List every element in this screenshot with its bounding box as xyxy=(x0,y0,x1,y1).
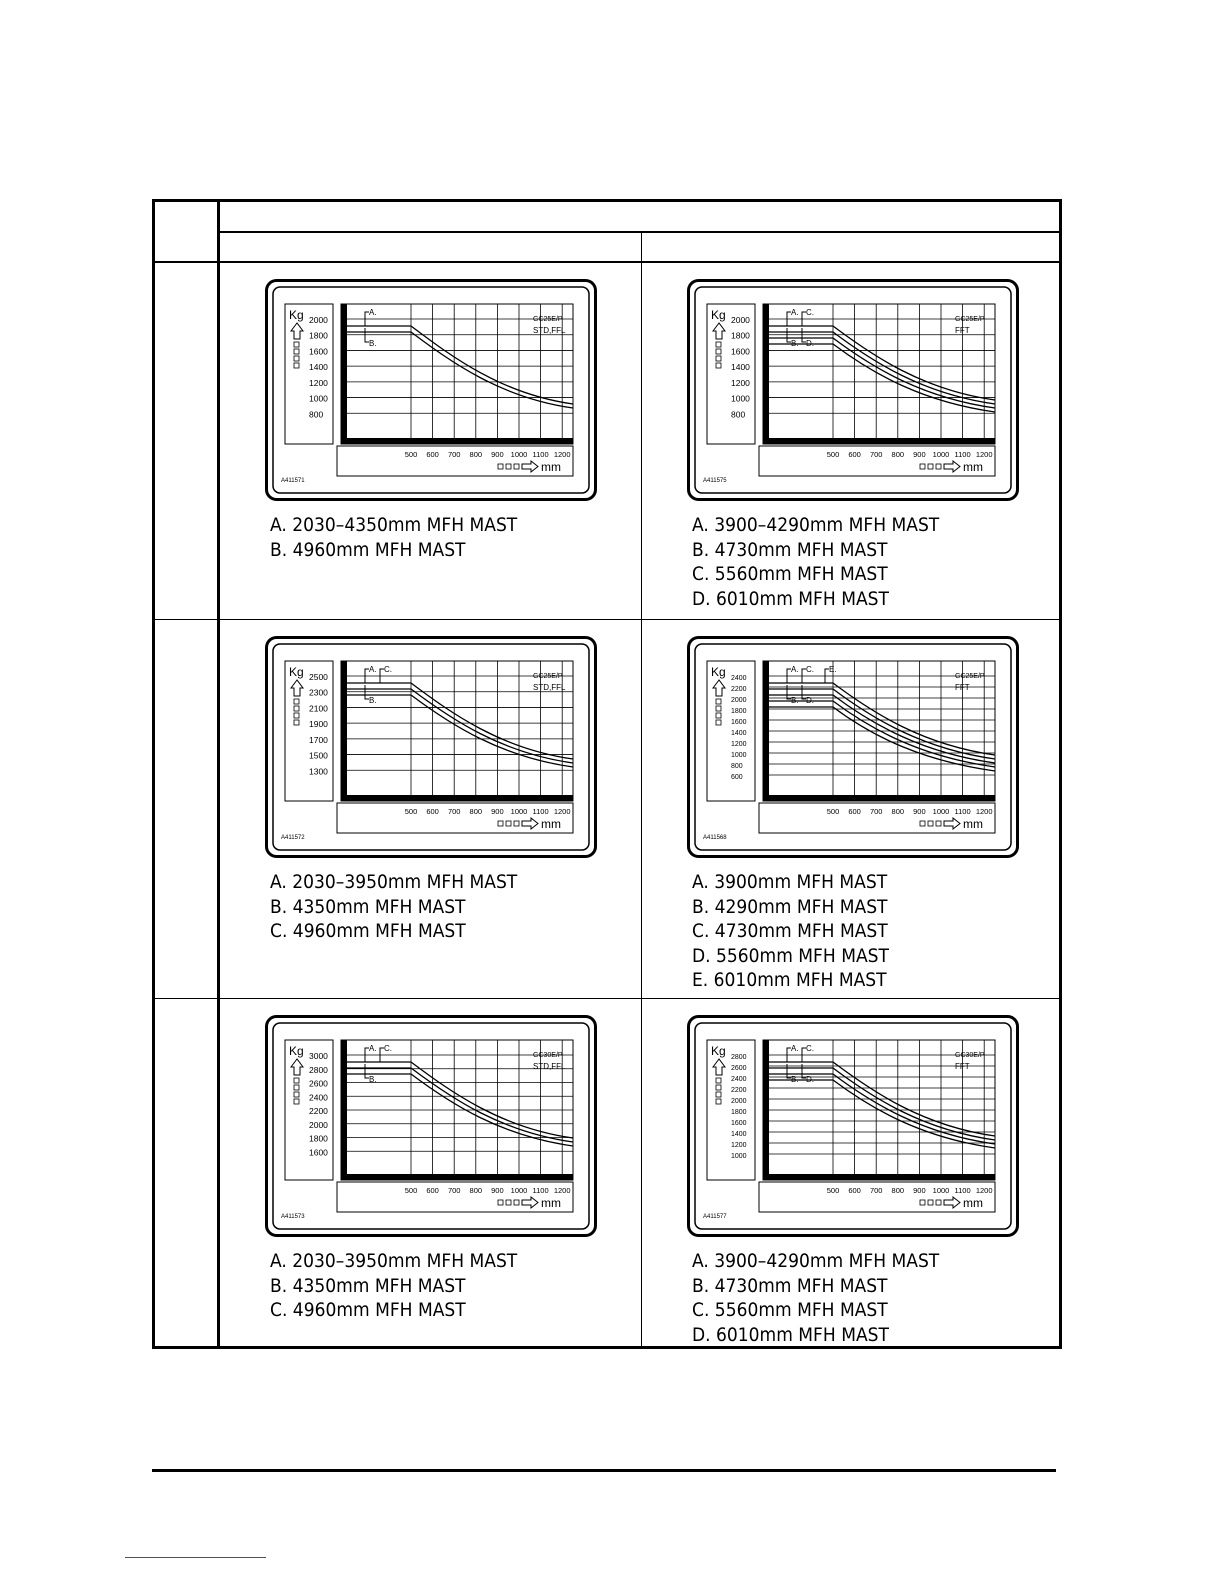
series-label: C. xyxy=(806,1044,814,1053)
x-tick-label: 500 xyxy=(826,807,840,816)
x-unit-label: mm xyxy=(963,1196,983,1210)
y-tick-label: 1200 xyxy=(731,1142,747,1149)
series-label: E. xyxy=(829,665,837,674)
x-tick-label: 1200 xyxy=(553,450,571,459)
x-tick-label: 1000 xyxy=(510,450,528,459)
x-unit-label: mm xyxy=(541,1196,561,1210)
x-tick-label: 1100 xyxy=(954,1186,971,1195)
x-unit-label: mm xyxy=(963,817,983,831)
y-tick-label: 1400 xyxy=(731,730,747,737)
capacity-plate xyxy=(687,279,1019,501)
y-tick-label: 1200 xyxy=(309,377,328,388)
y-axis-bar xyxy=(341,661,347,801)
mast-legend xyxy=(270,1249,517,1323)
legend-item: B. 4350mm MFH MAST xyxy=(270,895,466,918)
x-tick-label: 1200 xyxy=(553,1186,571,1195)
y-tick-label: 2500 xyxy=(309,672,328,682)
y-tick-label: 1900 xyxy=(309,719,328,730)
series-label: C. xyxy=(384,1044,392,1053)
y-unit-label: Kg xyxy=(711,308,726,322)
y-tick-label: 2000 xyxy=(731,315,750,325)
x-tick-label: 900 xyxy=(491,807,504,816)
y-unit-label: Kg xyxy=(289,308,304,322)
y-tick-label: 1800 xyxy=(309,1133,328,1144)
series-label: A. xyxy=(791,665,799,674)
x-tick-label: 700 xyxy=(869,450,883,459)
table-cell xyxy=(642,620,1062,998)
table-cell xyxy=(220,620,641,998)
y-tick-label: 800 xyxy=(309,409,324,420)
x-tick-label: 500 xyxy=(826,450,840,459)
x-tick-label: 500 xyxy=(404,807,418,816)
model-label: GC25E/P xyxy=(955,673,985,680)
model-label: GC30E/P xyxy=(955,1052,985,1059)
y-tick-label: 2800 xyxy=(731,1054,747,1061)
legend-item: A. 3900–4290mm MFH MAST xyxy=(692,514,940,536)
y-tick-label: 2400 xyxy=(731,675,747,682)
x-tick-label: 600 xyxy=(426,450,439,459)
legend-item: C. 4730mm MFH MAST xyxy=(692,920,888,942)
x-tick-label: 600 xyxy=(848,1186,861,1195)
x-tick-label: 1100 xyxy=(954,807,971,816)
y-tick-label: 2000 xyxy=(731,1098,747,1105)
legend-item: A. 3900mm MFH MAST xyxy=(692,871,888,893)
series-label: A. xyxy=(369,1044,377,1053)
figure-id: A411573 xyxy=(281,1214,305,1220)
series-label: C. xyxy=(806,308,814,317)
x-tick-label: 900 xyxy=(913,1186,926,1195)
y-tick-label: 1800 xyxy=(309,330,328,341)
y-tick-label: 1000 xyxy=(309,393,328,404)
x-axis-bar xyxy=(763,1174,995,1180)
figure-id: A411571 xyxy=(281,478,305,484)
x-tick-label: 1200 xyxy=(975,807,993,816)
series-label: A. xyxy=(791,1044,799,1053)
x-unit-label: mm xyxy=(541,817,561,831)
series-label: B. xyxy=(791,1075,799,1084)
y-axis-bar xyxy=(341,1040,347,1180)
capacity-plate-svg xyxy=(265,279,597,501)
y-tick-label: 1000 xyxy=(731,1153,747,1160)
x-tick-label: 1100 xyxy=(532,450,549,459)
capacity-plate xyxy=(687,636,1019,858)
mast-legend xyxy=(692,1249,939,1347)
series-label: A. xyxy=(791,308,799,317)
x-tick-label: 600 xyxy=(848,450,861,459)
series-label: B. xyxy=(791,339,799,348)
y-tick-label: 2200 xyxy=(731,1087,747,1094)
y-tick-label: 1700 xyxy=(309,734,328,745)
x-tick-label: 700 xyxy=(447,1186,461,1195)
model-label: GC30E/P xyxy=(533,1052,563,1059)
x-tick-label: 1200 xyxy=(975,1186,993,1195)
y-tick-label: 1800 xyxy=(731,330,750,341)
table-cell xyxy=(220,263,641,619)
x-tick-label: 1100 xyxy=(532,1186,549,1195)
y-unit-label: Kg xyxy=(289,1044,304,1058)
x-tick-label: 900 xyxy=(913,450,926,459)
series-label: A. xyxy=(369,308,377,317)
legend-item: C. 5560mm MFH MAST xyxy=(692,563,888,585)
y-axis-bar xyxy=(763,304,769,444)
series-label: B. xyxy=(791,696,799,705)
legend-item: D. 6010mm MFH MAST xyxy=(692,1323,889,1346)
capacity-plate xyxy=(265,636,597,858)
figure-id: A411575 xyxy=(703,478,727,484)
mast-legend xyxy=(692,513,939,611)
y-tick-label: 2800 xyxy=(309,1064,328,1075)
mast-legend xyxy=(692,870,889,993)
header-divider-1 xyxy=(220,231,1062,233)
y-unit-label: Kg xyxy=(711,665,726,679)
model-label: GC25E/P xyxy=(533,316,563,323)
y-tick-label: 2300 xyxy=(309,687,328,698)
y-tick-label: 3000 xyxy=(309,1051,328,1061)
y-tick-label: 800 xyxy=(731,409,746,420)
legend-item: D. 5560mm MFH MAST xyxy=(692,944,889,967)
series-label: C. xyxy=(806,665,814,674)
x-axis-bar xyxy=(763,438,995,444)
y-tick-label: 2000 xyxy=(731,697,747,704)
legend-item: C. 5560mm MFH MAST xyxy=(692,1299,888,1321)
legend-item: B. 4730mm MFH MAST xyxy=(692,1274,888,1297)
capacity-plate-svg xyxy=(687,1015,1019,1237)
variant-label: STD,FFL xyxy=(533,1062,566,1071)
legend-item: B. 4730mm MFH MAST xyxy=(692,538,888,561)
x-tick-label: 800 xyxy=(469,1186,483,1195)
x-tick-label: 700 xyxy=(869,807,883,816)
variant-label: STD,FFL xyxy=(533,683,566,692)
mast-legend xyxy=(270,513,517,562)
x-tick-label: 800 xyxy=(891,807,905,816)
x-tick-label: 800 xyxy=(891,450,905,459)
figure-id: A411577 xyxy=(703,1214,727,1220)
model-label: GC25E/P xyxy=(955,316,985,323)
x-unit-label: mm xyxy=(963,460,983,474)
capacity-plate-svg xyxy=(265,636,597,858)
x-axis-bar xyxy=(341,438,573,444)
legend-item: D. 6010mm MFH MAST xyxy=(692,587,889,610)
table-cell xyxy=(642,999,1062,1349)
legend-item: E. 6010mm MFH MAST xyxy=(692,969,887,991)
y-tick-label: 1400 xyxy=(731,1131,747,1138)
series-label: C. xyxy=(384,665,392,674)
x-tick-label: 1100 xyxy=(532,807,549,816)
x-tick-label: 500 xyxy=(404,1186,418,1195)
capacity-chart-table xyxy=(152,199,1062,1349)
legend-item: B. 4960mm MFH MAST xyxy=(270,538,466,561)
y-tick-label: 1600 xyxy=(731,1120,747,1127)
legend-item: C. 4960mm MFH MAST xyxy=(270,1299,466,1321)
x-axis-bar xyxy=(341,1174,573,1180)
y-tick-label: 1200 xyxy=(731,741,747,748)
series-label: B. xyxy=(369,339,377,348)
capacity-plate xyxy=(687,1015,1019,1237)
x-tick-label: 1000 xyxy=(932,1186,950,1195)
y-unit-label: Kg xyxy=(711,1044,726,1058)
y-tick-label: 600 xyxy=(731,774,743,781)
series-label: D. xyxy=(806,339,814,348)
variant-label: FFT xyxy=(955,326,970,335)
legend-item: B. 4290mm MFH MAST xyxy=(692,895,888,918)
y-tick-label: 2400 xyxy=(309,1092,328,1103)
mast-legend xyxy=(270,870,517,944)
y-tick-label: 1000 xyxy=(731,752,747,759)
x-unit-label: mm xyxy=(541,460,561,474)
y-tick-label: 1000 xyxy=(731,393,750,404)
x-tick-label: 600 xyxy=(426,1186,439,1195)
capacity-plate xyxy=(265,1015,597,1237)
y-axis-bar xyxy=(763,1040,769,1180)
y-tick-label: 1300 xyxy=(309,766,328,777)
x-tick-label: 800 xyxy=(469,807,483,816)
series-label: B. xyxy=(369,696,377,705)
x-tick-label: 500 xyxy=(404,450,418,459)
y-tick-label: 800 xyxy=(731,763,743,770)
y-tick-label: 1600 xyxy=(309,1147,328,1158)
series-label: D. xyxy=(806,696,814,705)
x-tick-label: 500 xyxy=(826,1186,840,1195)
x-tick-label: 900 xyxy=(491,1186,504,1195)
series-label: B. xyxy=(369,1075,377,1084)
footer-rule xyxy=(152,1469,1056,1472)
y-tick-label: 1600 xyxy=(731,346,750,357)
y-tick-label: 1600 xyxy=(731,719,747,726)
y-axis-bar xyxy=(763,661,769,801)
x-tick-label: 1000 xyxy=(932,807,950,816)
x-tick-label: 800 xyxy=(891,1186,905,1195)
x-tick-label: 700 xyxy=(447,450,461,459)
x-tick-label: 900 xyxy=(491,450,504,459)
legend-item: A. 2030–3950mm MFH MAST xyxy=(270,1250,518,1272)
x-tick-label: 600 xyxy=(426,807,439,816)
x-axis-bar xyxy=(763,795,995,801)
series-label: D. xyxy=(806,1075,814,1084)
x-tick-label: 700 xyxy=(869,1186,883,1195)
legend-item: A. 2030–3950mm MFH MAST xyxy=(270,871,518,893)
legend-item: B. 4350mm MFH MAST xyxy=(270,1274,466,1297)
series-label: A. xyxy=(369,665,377,674)
legend-item: C. 4960mm MFH MAST xyxy=(270,920,466,942)
variant-label: FFT xyxy=(955,1062,970,1071)
capacity-plate-svg xyxy=(265,1015,597,1237)
x-tick-label: 1000 xyxy=(932,450,950,459)
figure-id: A411572 xyxy=(281,835,305,841)
y-tick-label: 1500 xyxy=(309,750,328,761)
x-tick-label: 600 xyxy=(848,807,861,816)
y-tick-label: 2600 xyxy=(309,1078,328,1089)
capacity-plate-svg xyxy=(687,636,1019,858)
x-tick-label: 1200 xyxy=(975,450,993,459)
table-cell xyxy=(642,263,1062,619)
y-tick-label: 1400 xyxy=(309,362,328,373)
table-cell xyxy=(220,999,641,1349)
capacity-plate xyxy=(265,279,597,501)
capacity-plate-svg xyxy=(687,279,1019,501)
x-tick-label: 1000 xyxy=(510,807,528,816)
x-tick-label: 800 xyxy=(469,450,483,459)
x-axis-bar xyxy=(341,795,573,801)
y-tick-label: 2600 xyxy=(731,1065,747,1072)
y-tick-label: 1800 xyxy=(731,708,747,715)
x-tick-label: 1100 xyxy=(954,450,971,459)
model-label: GC25E/P xyxy=(533,673,563,680)
figure-id: A411568 xyxy=(703,835,727,841)
footnote-link-underline[interactable] xyxy=(125,1557,266,1558)
x-tick-label: 1000 xyxy=(510,1186,528,1195)
x-tick-label: 700 xyxy=(447,807,461,816)
y-unit-label: Kg xyxy=(289,665,304,679)
y-tick-label: 1600 xyxy=(309,346,328,357)
variant-label: STD,FFL xyxy=(533,326,566,335)
y-tick-label: 2400 xyxy=(731,1076,747,1083)
y-tick-label: 1800 xyxy=(731,1109,747,1116)
x-tick-label: 900 xyxy=(913,807,926,816)
y-tick-label: 2000 xyxy=(309,315,328,325)
legend-item: A. 3900–4290mm MFH MAST xyxy=(692,1250,940,1272)
variant-label: FFT xyxy=(955,683,970,692)
y-tick-label: 2200 xyxy=(731,686,747,693)
y-axis-bar xyxy=(341,304,347,444)
y-tick-label: 2000 xyxy=(309,1119,328,1130)
legend-item: A. 2030–4350mm MFH MAST xyxy=(270,514,518,536)
y-tick-label: 2100 xyxy=(309,703,328,714)
y-tick-label: 1400 xyxy=(731,362,750,373)
x-tick-label: 1200 xyxy=(553,807,571,816)
y-tick-label: 1200 xyxy=(731,377,750,388)
y-tick-label: 2200 xyxy=(309,1106,328,1116)
